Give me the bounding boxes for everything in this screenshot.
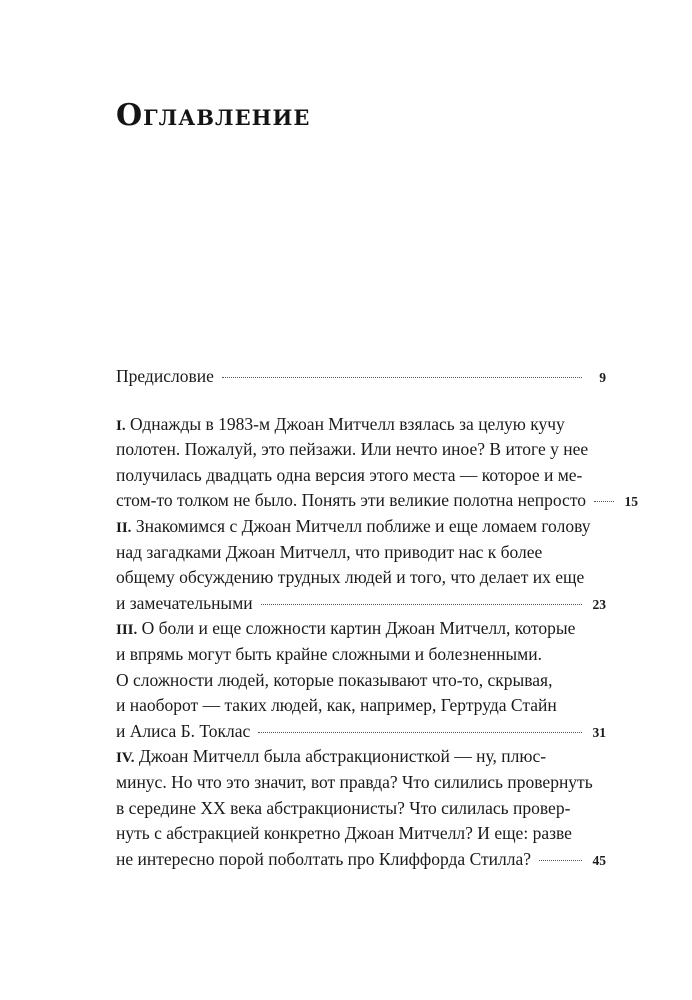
toc-line-text: и замечательными xyxy=(116,592,253,613)
toc-line-text-wrap xyxy=(116,591,253,617)
toc-line-text: стом-то толком не было. Понять эти великие полотна непросто xyxy=(116,490,586,511)
toc-entry-chapter-3[interactable] xyxy=(116,616,606,744)
toc-entry-line xyxy=(116,668,606,694)
toc-line-text-wrap xyxy=(116,414,565,434)
toc-line-text: получилась двадцать одна версия этого места — которое и ме- xyxy=(116,464,583,485)
toc-entry-line xyxy=(116,437,606,463)
toc-line-text: и впрямь могут быть крайне сложными и болезненными. xyxy=(116,643,542,664)
page-number: 23 xyxy=(592,596,606,612)
toc-line-text-wrap xyxy=(116,695,557,715)
toc-entry-line xyxy=(116,796,606,822)
toc-line-text: Предисловие xyxy=(116,366,214,386)
toc-entry-line xyxy=(116,616,606,642)
toc-line-text: над загадками Джоан Митчелл, что приводит нас к более xyxy=(116,541,543,562)
toc-entry-chapter-4[interactable] xyxy=(116,744,606,872)
toc-entry-line xyxy=(116,744,606,770)
toc-list xyxy=(116,364,638,872)
toc-entry-line xyxy=(116,412,606,438)
toc-line-text-wrap xyxy=(116,670,552,690)
toc-entry-line xyxy=(116,565,606,591)
page-number: 9 xyxy=(599,370,606,385)
page-number: 31 xyxy=(592,724,606,740)
toc-entry-line xyxy=(116,463,606,489)
dot-leader xyxy=(222,377,582,378)
toc-entry-preface[interactable] xyxy=(116,364,606,390)
toc-line-text-wrap xyxy=(116,644,542,664)
toc-entry-line xyxy=(116,642,606,668)
toc-line-text-wrap xyxy=(116,823,572,843)
dot-leader xyxy=(258,732,582,733)
toc-entry-line xyxy=(116,514,606,540)
toc-line-text-wrap xyxy=(116,618,575,638)
toc-line-text: и Алиса Б. Токлас xyxy=(116,720,251,741)
toc-line-text-wrap xyxy=(116,516,590,536)
toc-line-text: и наоборот — таких людей, как, например, Гертруда Стайн xyxy=(116,695,557,716)
chapter-numeral: I. xyxy=(116,417,126,434)
toc-entry-line xyxy=(116,540,606,566)
toc-entry-line xyxy=(116,693,606,719)
toc-line-text-wrap xyxy=(116,847,531,873)
toc-entry-line xyxy=(116,847,606,873)
toc-line-text: в середине XX века абстракционисты? Что силилась провер- xyxy=(116,797,571,818)
page-number: 45 xyxy=(592,852,606,868)
toc-entry-line xyxy=(116,770,606,796)
chapter-numeral: II. xyxy=(116,519,132,536)
toc-entry-chapter-2[interactable] xyxy=(116,514,606,616)
toc-entry-line xyxy=(116,821,606,847)
toc-line-text: общему обсуждению трудных людей и того, что делает их еще xyxy=(116,567,585,588)
toc-heading: Оглавление xyxy=(116,98,311,133)
toc-line-text: Джоан Митчелл была абстракционисткой — ну, плюс- xyxy=(138,746,547,767)
toc-line-text-wrap xyxy=(116,542,542,562)
toc-line-text-wrap xyxy=(116,364,214,390)
chapter-numeral: III. xyxy=(116,622,138,639)
toc-line-text-wrap xyxy=(116,772,593,792)
dot-leader xyxy=(539,860,582,861)
toc-line-text-wrap xyxy=(116,465,582,485)
toc-line-text-wrap xyxy=(116,746,546,766)
toc-entry-chapter-1[interactable] xyxy=(116,412,638,514)
toc-line-text-wrap xyxy=(116,719,250,745)
toc-entry-line xyxy=(116,364,606,390)
toc-line-text: Знакомимся с Джоан Митчелл поближе и еще ломаем голову xyxy=(135,515,591,536)
toc-line-text-wrap xyxy=(116,488,586,514)
toc-line-text: Однажды в 1983-м Джоан Митчелл взялась за целую кучу xyxy=(129,413,565,434)
toc-line-text: О боли и еще сложности картин Джоан Митчелл, которые xyxy=(141,618,576,639)
toc-entry-line xyxy=(116,719,606,745)
dot-leader xyxy=(594,501,614,502)
toc-line-text: нуть с абстракцией конкретно Джоан Митчелл? И еще: разве xyxy=(116,823,572,844)
toc-line-text: не интересно порой поболтать про Клиффорда Стилла? xyxy=(116,848,532,869)
toc-line-text-wrap xyxy=(116,439,588,459)
toc-line-text-wrap xyxy=(116,567,584,587)
toc-line-text: минус. Но что это значит, вот правда? Что силились провернуть xyxy=(116,771,593,792)
toc-line-text-wrap xyxy=(116,798,570,818)
dot-leader xyxy=(261,604,582,605)
toc-line-text: полотен. Пожалуй, это пейзажи. Или нечто иное? В итоге у нее xyxy=(116,439,589,460)
toc-entry-line xyxy=(116,591,606,617)
chapter-numeral: IV. xyxy=(116,750,135,767)
toc-line-text: О сложности людей, которые показывают что-то, скрывая, xyxy=(116,669,553,690)
toc-entry-line xyxy=(116,488,638,514)
page-number: 15 xyxy=(624,494,638,510)
